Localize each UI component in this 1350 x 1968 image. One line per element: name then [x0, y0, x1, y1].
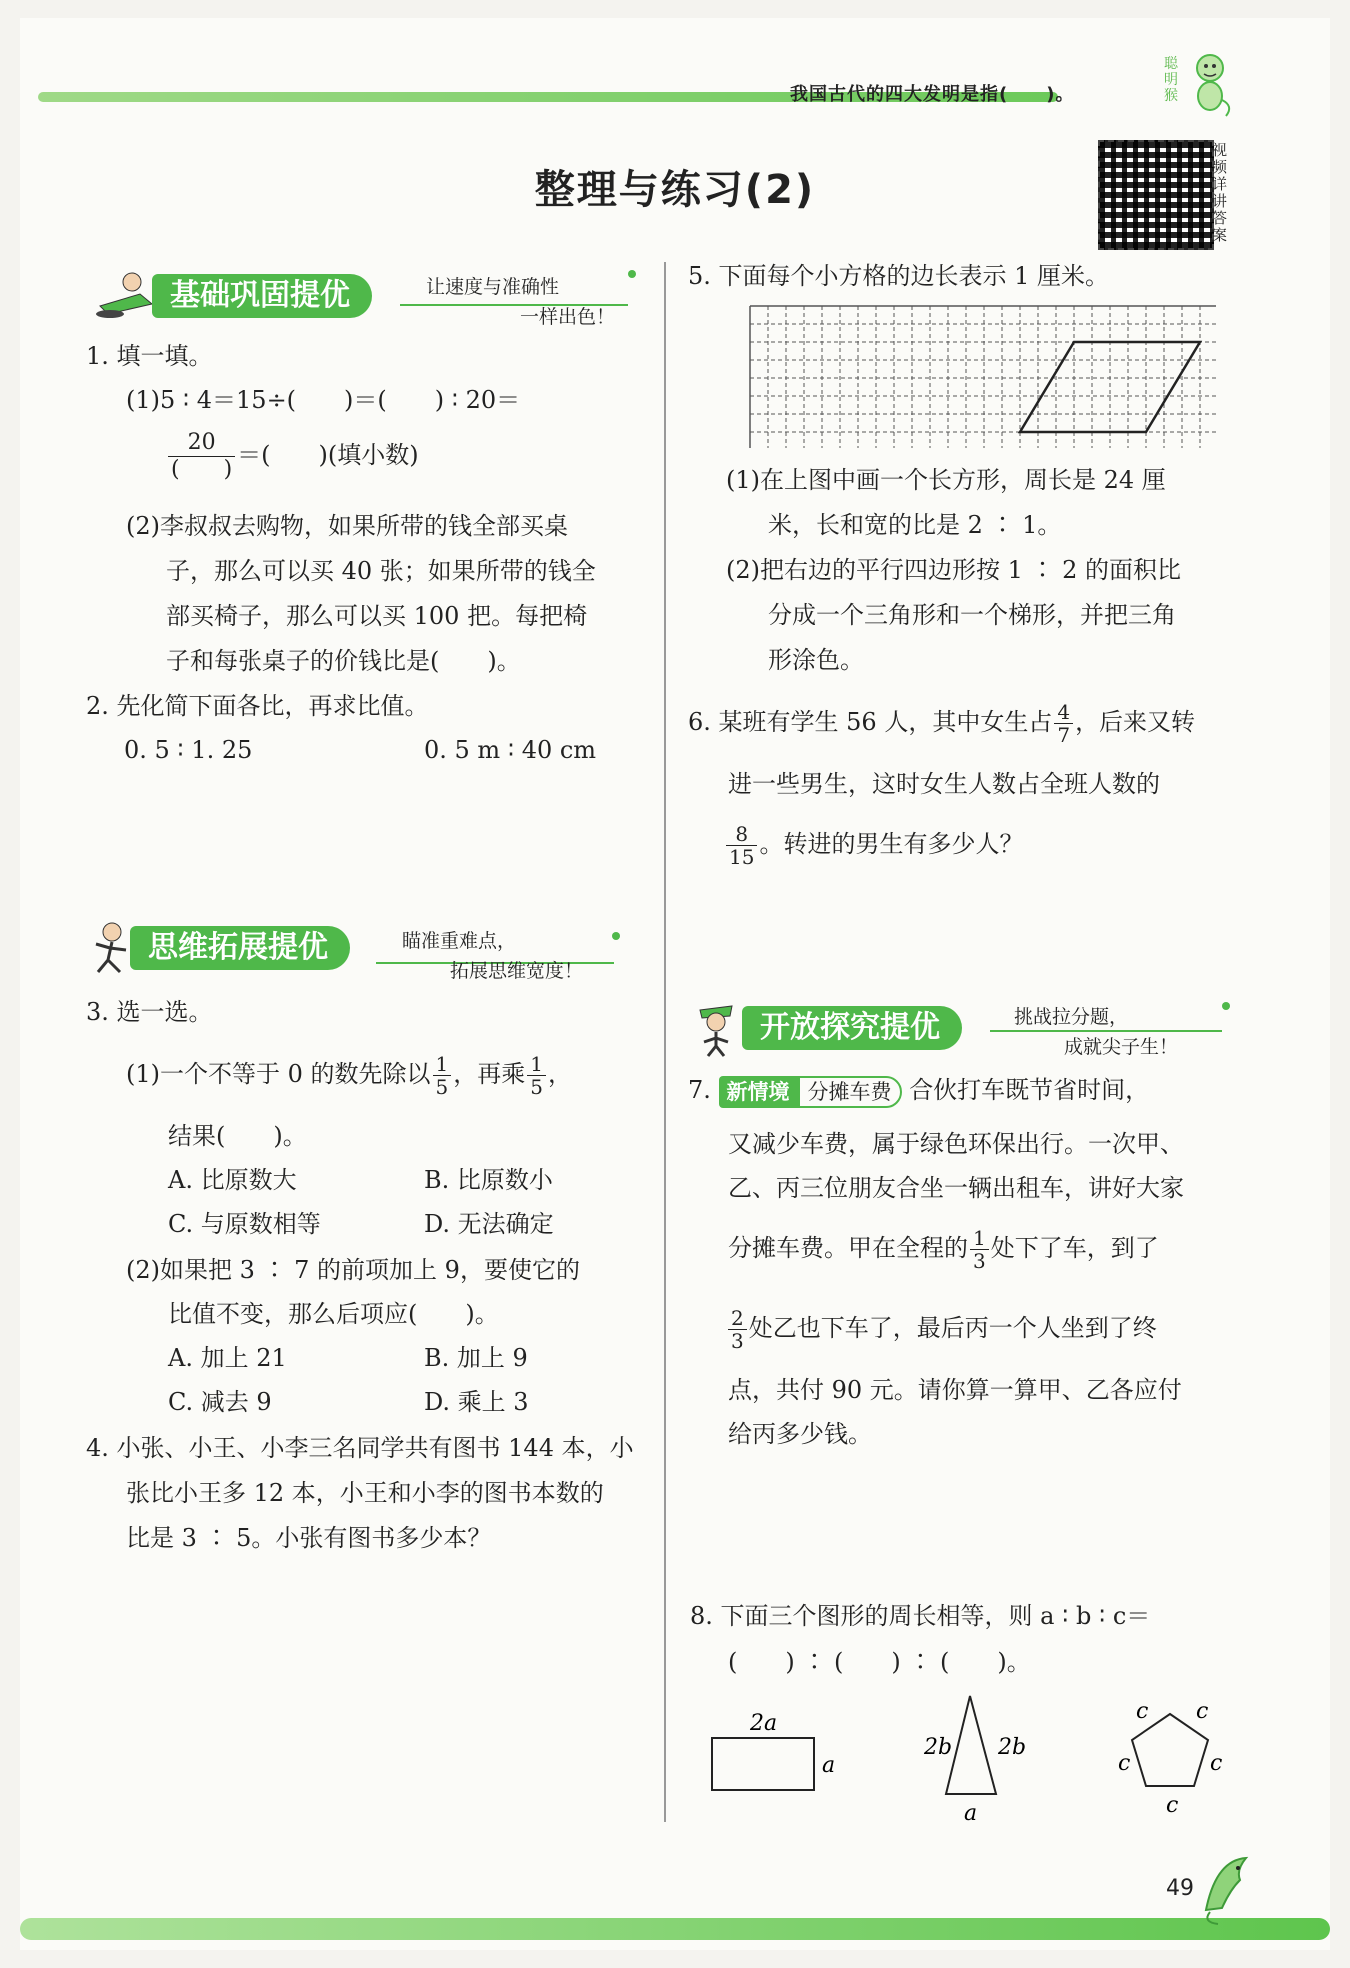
- q6-line: [688, 700, 1195, 746]
- section-slogan: 让速度与准确性: [426, 276, 560, 298]
- q3-part1-result: 结果( )。: [168, 1122, 307, 1150]
- q3-part1-text: (1)一个不等于 0 的数先除以: [126, 1060, 431, 1088]
- q4-line: 张比小王多 12 本，小王和小李的图书本数的: [126, 1479, 604, 1507]
- q3-part1-line: [126, 1052, 572, 1098]
- q5-part1-line: (1)在上图中画一个长方形，周长是 24 厘: [726, 466, 1166, 494]
- section-banner-open: [690, 1006, 1240, 1058]
- q3-option-c[interactable]: C. 与原数相等: [168, 1210, 321, 1238]
- section-slogan: 瞄准重难点，: [402, 930, 517, 952]
- pentagon-side-label: c: [1196, 1699, 1209, 1724]
- qr-label: 视频详讲答案: [1212, 141, 1228, 244]
- qr-code-icon[interactable]: [1098, 140, 1214, 250]
- q4-line: 比是 3 ∶ 5。小张有图书多少本？: [126, 1524, 492, 1552]
- q3-heading: 3. 选一选。: [86, 998, 213, 1026]
- q3-option-d[interactable]: D. 乘上 3: [424, 1388, 529, 1416]
- monkey-mascot-icon: [1186, 50, 1236, 120]
- q1-part2-line: 部买椅子，那么可以买 100 把。每把椅: [166, 602, 588, 630]
- section-title: 开放探究提优: [742, 1006, 962, 1050]
- fraction-denominator: 3: [973, 1249, 986, 1273]
- mascot-label: 聪明猴: [1164, 56, 1178, 104]
- rect-side-label: a: [822, 1753, 836, 1778]
- q7-text: 处乙也下车了，最后丙一个人坐到了终: [748, 1314, 1157, 1342]
- q2-item-b: 0. 5 m ∶ 40 cm: [424, 736, 597, 764]
- rect-top-label: 2a: [750, 1711, 778, 1736]
- section-banner-basic: [80, 274, 650, 328]
- q7-number: 7.: [688, 1076, 711, 1104]
- fraction-numerator: 1: [433, 1053, 452, 1076]
- q7-line: 又减少车费，属于绿色环保出行。一次甲、: [728, 1130, 1184, 1158]
- fraction-denominator: 5: [530, 1075, 543, 1099]
- fraction-denominator: 5: [435, 1075, 449, 1099]
- q1-part1: (1)5 ∶ 4＝15÷( )＝( ) ∶ 20＝: [126, 386, 521, 414]
- rectangle-figure: [712, 1711, 835, 1790]
- pentagon-side-label: c: [1166, 1793, 1179, 1818]
- q1-part2-line: (2)李叔叔去购物，如果所带的钱全部买桌: [126, 512, 568, 540]
- pentagon-side-label: c: [1136, 1699, 1149, 1724]
- q8-line: ( ) ∶ ( ) ∶ ( )。: [728, 1648, 1031, 1676]
- q1-part2-line: 子，那么可以买 40 张；如果所带的钱全: [166, 557, 596, 585]
- q6-line: [724, 822, 1023, 868]
- q3-option-c[interactable]: C. 减去 9: [168, 1388, 272, 1416]
- section-slogan: 成就尖子生！: [1064, 1036, 1179, 1058]
- q1-heading: 1. 填一填。: [86, 342, 213, 370]
- page-number: 49: [1166, 1876, 1194, 1901]
- fraction-numerator: 1: [527, 1053, 546, 1076]
- q5-part1-line: 米，长和宽的比是 2 ∶ 1。: [768, 511, 1062, 539]
- q3-part2-line: 比值不变，那么后项应( )。: [168, 1300, 499, 1328]
- fraction-denominator: 7: [1057, 723, 1071, 747]
- q7-line: [728, 1226, 1159, 1272]
- square-grid[interactable]: [748, 304, 1216, 448]
- section-banner-thinking: [80, 926, 640, 982]
- triangle-base-label: a: [964, 1801, 978, 1826]
- triangle-right-label: 2b: [998, 1735, 1027, 1760]
- fraction-numerator: 20: [168, 430, 235, 457]
- q4-line: 4. 小张、小王、小李三名同学共有图书 144 本，小: [86, 1434, 634, 1462]
- q7-line: 点，共付 90 元。请你算一算甲、乙各应付: [728, 1376, 1182, 1404]
- triangle-left-label: 2b: [924, 1735, 953, 1760]
- q7-first-line: [688, 1068, 1149, 1113]
- q6-text: 。转进的男生有多少人？: [759, 830, 1024, 858]
- q3-option-a[interactable]: A. 比原数大: [168, 1166, 297, 1194]
- section-slogan: 一样出色！: [520, 306, 616, 328]
- q1-part2-line: 子和每张桌子的价钱比是( )。: [166, 647, 521, 675]
- section-slogan: 挑战拉分题，: [1014, 1006, 1129, 1028]
- pentagon-side-label: c: [1210, 1751, 1223, 1776]
- q1-part1-tail: ＝( )(填小数): [237, 441, 419, 469]
- section-title: 基础巩固提优: [152, 274, 372, 318]
- fraction-denominator: ( ): [171, 457, 233, 482]
- q6-text: 6. 某班有学生 56 人，其中女生占: [688, 708, 1053, 736]
- triangle-figure: [923, 1696, 1026, 1826]
- page-title: 整理与练习(2): [534, 167, 816, 213]
- kid-with-hat-icon: [690, 1000, 742, 1058]
- q3-part1-text: ，: [548, 1060, 572, 1088]
- section-title: 思维拓展提优: [130, 926, 350, 970]
- pentagon-figure: [1118, 1699, 1222, 1818]
- q5-part2-line: (2)把右边的平行四边形按 1 ∶ 2 的面积比: [726, 556, 1182, 584]
- q7-text: 处下了车，到了: [990, 1234, 1159, 1262]
- q1-part1-fraction-line: [166, 430, 419, 483]
- q3-option-a[interactable]: A. 加上 21: [168, 1344, 287, 1372]
- fraction-denominator: 15: [729, 845, 755, 869]
- fraction-denominator: 3: [731, 1329, 744, 1353]
- q7-line: 乙、丙三位朋友合坐一辆出租车，讲好大家: [728, 1174, 1184, 1202]
- q5-part2-line: 形涂色。: [768, 646, 864, 674]
- q7-line: [726, 1306, 1157, 1352]
- q3-option-b[interactable]: B. 加上 9: [424, 1344, 528, 1372]
- fraction-numerator: 8: [726, 823, 757, 846]
- new-scenario-tag: 新情境: [719, 1076, 798, 1108]
- q2-heading: 2. 先化简下面各比，再求比值。: [86, 692, 429, 720]
- fraction-numerator: 2: [728, 1307, 747, 1330]
- q8-shapes: [700, 1690, 1260, 1830]
- q2-item-a: 0. 5 ∶ 1. 25: [124, 736, 253, 764]
- q7-text: 合伙打车既节省时间，: [909, 1076, 1150, 1104]
- header-tip: 我国古代的四大发明是指( )。: [790, 84, 1075, 105]
- q6-text: ，后来又转: [1075, 708, 1196, 736]
- q7-line: 给丙多少钱。: [728, 1420, 872, 1448]
- topic-tag: 分摊车费: [798, 1076, 902, 1108]
- q5-part2-line: 分成一个三角形和一个梯形，并把三角: [768, 601, 1176, 629]
- skateboard-kid-icon: [80, 270, 160, 320]
- dolphin-icon: [1196, 1850, 1258, 1928]
- q3-part1-text: ，再乘: [453, 1060, 526, 1088]
- footer-bar: [20, 1918, 1330, 1940]
- q7-text: 分摊车费。甲在全程的: [728, 1234, 968, 1262]
- q5-heading: 5. 下面每个小方格的边长表示 1 厘米。: [688, 262, 1110, 290]
- column-divider: [664, 262, 666, 1822]
- section-slogan: 拓展思维宽度！: [450, 960, 584, 982]
- running-kid-icon: [86, 920, 136, 976]
- pentagon-side-label: c: [1118, 1751, 1131, 1776]
- fraction-numerator: 4: [1054, 701, 1073, 724]
- q3-part2-line: (2)如果把 3 ∶ 7 的前项加上 9，要使它的: [126, 1256, 580, 1284]
- q6-line: 进一些男生，这时女生人数占全班人数的: [728, 770, 1160, 798]
- q3-option-d[interactable]: D. 无法确定: [424, 1210, 554, 1238]
- q8-line: 8. 下面三个图形的周长相等，则 a ∶ b ∶ c＝: [690, 1602, 1151, 1630]
- q3-option-b[interactable]: B. 比原数小: [424, 1166, 553, 1194]
- fraction-numerator: 1: [970, 1227, 989, 1250]
